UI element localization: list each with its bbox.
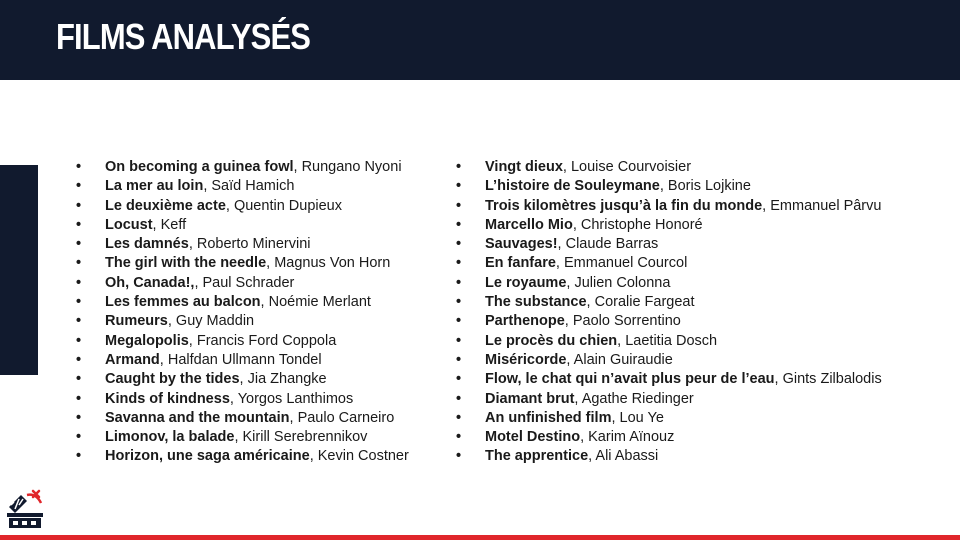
film-list-item: • Le royaume, Julien Colonna	[456, 274, 956, 293]
film-list-item: • Le deuxième acte, Quentin Dupieux	[76, 197, 448, 216]
film-title: Caught by the tides	[105, 371, 240, 388]
film-list-item: • Vingt dieux, Louise Courvoisier	[456, 158, 956, 177]
film-list-item: • Locust, Keff	[76, 216, 448, 235]
film-list-right	[456, 158, 956, 467]
film-title: Vingt dieux	[485, 159, 563, 175]
film-title: Trois kilomètres jusqu’à la fin du monde	[485, 197, 763, 214]
film-list-item: • Le procès du chien, Laetitia Dosch	[456, 332, 956, 351]
film-director: Saïd Hamich	[211, 178, 295, 195]
film-title: Locust	[105, 216, 153, 233]
film-director: Emmanuel Courcol	[563, 255, 688, 272]
film-title: Le procès du chien	[485, 332, 618, 349]
bottom-accent-line	[0, 535, 960, 540]
film-title: Le deuxième acte	[105, 197, 226, 214]
film-title: Flow, le chat qui n’avait plus peur de l’eau	[485, 371, 775, 388]
film-title: Limonov, la balade	[105, 429, 235, 446]
side-accent-bar	[0, 165, 38, 375]
film-director: Magnus Von Horn	[274, 255, 391, 272]
film-title: Horizon, une saga américaine	[105, 448, 310, 465]
film-list-item: • Kinds of kindness, Yorgos Lanthimos	[76, 390, 448, 409]
film-list-item: • Rumeurs, Guy Maddin	[76, 312, 448, 331]
film-director: Yorgos Lanthimos	[237, 390, 354, 407]
film-list-left	[76, 158, 448, 467]
film-director: Kevin Costner	[317, 448, 409, 465]
film-director: Noémie Merlant	[268, 294, 371, 311]
film-director: Rungano Nyoni	[301, 159, 402, 175]
film-title: On becoming a guinea fowl	[105, 159, 294, 175]
film-director: Quentin Dupieux	[233, 197, 342, 214]
film-list-item: • Megalopolis, Francis Ford Coppola	[76, 332, 448, 351]
film-title: Savanna and the mountain	[105, 409, 290, 426]
film-title: Le royaume	[485, 274, 567, 291]
film-title: The girl with the needle	[105, 255, 267, 272]
film-list-item: • Flow, le chat qui n’avait plus peur de l’eau, Gints Zilbalodis	[456, 370, 956, 389]
film-director: Alain Guiraudie	[573, 351, 673, 368]
film-list-item: • Oh, Canada!,, Paul Schrader	[76, 274, 448, 293]
film-list-item: • Parthenope, Paolo Sorrentino	[456, 312, 956, 331]
film-title: L’histoire de Souleymane	[485, 178, 660, 195]
film-list-item: • Horizon, une saga américaine, Kevin Costner	[76, 447, 448, 466]
film-title: Marcello Mio	[485, 216, 573, 233]
film-list-item: • Les damnés, Roberto Minervini	[76, 235, 448, 254]
film-director: Emmanuel Pârvu	[770, 197, 882, 214]
film-list-item: • Savanna and the mountain, Paulo Carneiro	[76, 409, 448, 428]
film-title: The substance	[485, 294, 587, 311]
film-title: An unfinished film	[485, 409, 612, 426]
film-director: Francis Ford Coppola	[196, 332, 337, 349]
film-title: Sauvages!	[485, 236, 558, 253]
film-director: Ali Abassi	[595, 448, 659, 465]
film-list-item: • Sauvages!, Claude Barras	[456, 235, 956, 254]
film-title: The apprentice	[485, 448, 589, 465]
film-title: Les damnés	[105, 236, 189, 253]
film-director: Keff	[160, 216, 187, 233]
film-title: Parthenope	[485, 313, 565, 330]
film-list-item: • Armand, Halfdan Ullmann Tondel	[76, 351, 448, 370]
cinema-logo-icon	[3, 485, 47, 529]
film-list-item: • L’histoire de Souleymane, Boris Lojkine	[456, 177, 956, 196]
film-list-item: • Miséricorde, Alain Guiraudie	[456, 351, 956, 370]
film-title: Rumeurs	[105, 313, 168, 330]
film-title: Kinds of kindness	[105, 390, 230, 407]
film-title: Motel Destino	[485, 429, 581, 446]
film-title: Megalopolis	[105, 332, 189, 349]
film-director: Paulo Carneiro	[297, 409, 395, 426]
film-title: Oh, Canada!,	[105, 274, 195, 291]
film-list-item: • Caught by the tides, Jia Zhangke	[76, 370, 448, 389]
film-director: Jia Zhangke	[247, 371, 327, 388]
film-director: Gints Zilbalodis	[782, 371, 882, 388]
film-list-item: • Les femmes au balcon, Noémie Merlant	[76, 293, 448, 312]
film-director: Paul Schrader	[202, 274, 295, 291]
film-director: Julien Colonna	[574, 274, 671, 291]
film-list-item: • An unfinished film, Lou Ye	[456, 409, 956, 428]
film-director: Lou Ye	[619, 409, 664, 426]
film-director: Boris Lojkine	[667, 178, 751, 195]
film-list-item: • On becoming a guinea fowl, Rungano Nyoni	[76, 158, 448, 177]
film-title: Armand	[105, 351, 160, 368]
film-title: En fanfare	[485, 255, 556, 272]
film-list-item: • En fanfare, Emmanuel Courcol	[456, 254, 956, 273]
film-list-item: • La mer au loin, Saïd Hamich	[76, 177, 448, 196]
film-title: Les femmes au balcon	[105, 294, 261, 311]
film-director: Halfdan Ullmann Tondel	[167, 351, 322, 368]
header-bar	[0, 0, 960, 80]
film-director: Christophe Honoré	[580, 216, 703, 233]
film-list-item: • Diamant brut, Agathe Riedinger	[456, 390, 956, 409]
film-director: Kirill Serebrennikov	[242, 429, 368, 446]
film-director: Claude Barras	[565, 236, 659, 253]
film-list-item: • Limonov, la balade, Kirill Serebrennikov	[76, 428, 448, 447]
film-director: Agathe Riedinger	[581, 390, 694, 407]
film-director: Guy Maddin	[175, 313, 255, 330]
film-title: Diamant brut	[485, 390, 575, 407]
film-list-item: • The girl with the needle, Magnus Von Horn	[76, 254, 448, 273]
film-director: Coralie Fargeat	[594, 294, 695, 311]
page-title: FILMS ANALYSÉS	[56, 16, 311, 57]
film-director: Paolo Sorrentino	[572, 313, 681, 330]
film-title: Miséricorde	[485, 351, 567, 368]
film-list-item: • Motel Destino, Karim Aïnouz	[456, 428, 956, 447]
film-director: Louise Courvoisier	[570, 159, 692, 175]
film-title: La mer au loin	[105, 178, 204, 195]
film-director: Laetitia Dosch	[625, 332, 718, 349]
film-list-item: • Trois kilomètres jusqu’à la fin du monde, Emmanuel Pârvu	[456, 197, 956, 216]
film-list-item: • The substance, Coralie Fargeat	[456, 293, 956, 312]
film-list-item: • The apprentice, Ali Abassi	[456, 447, 956, 466]
film-list-item: • Marcello Mio, Christophe Honoré	[456, 216, 956, 235]
film-director: Karim Aïnouz	[588, 429, 675, 446]
film-director: Roberto Minervini	[196, 236, 311, 253]
